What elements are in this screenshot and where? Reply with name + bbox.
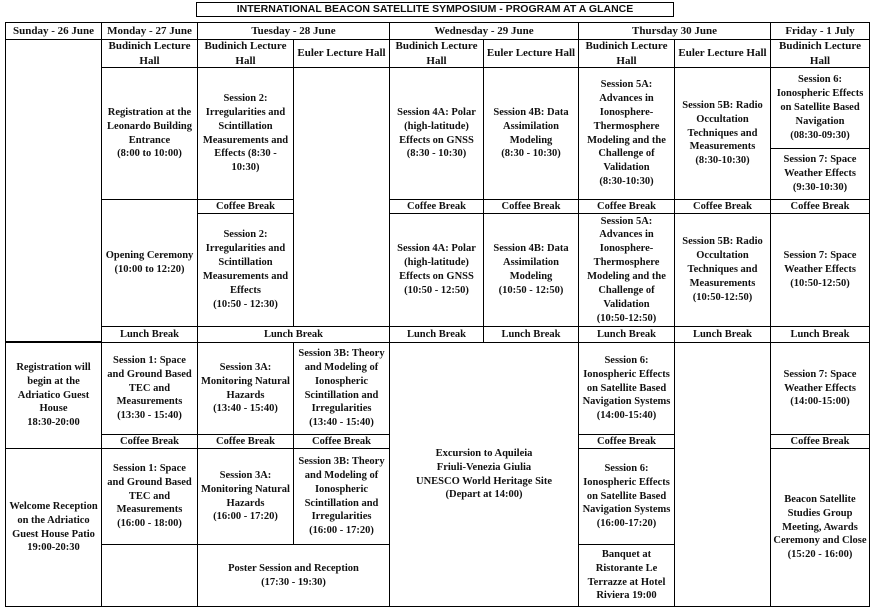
thu-5b-lunch-break: Lunch Break (674, 326, 771, 343)
day-header-sunday: Sunday - 26 June (5, 22, 102, 40)
sun-welcome-reception: Welcome Reception on the Adriatico Guest House Patio 19:00-20:30 (5, 448, 102, 607)
day-header-wednesday: Wednesday - 29 June (389, 22, 579, 40)
thu-session-5b-morning: Session 5B: Radio Occultation Techniques and Measurements (8:30-10:30) (674, 67, 771, 200)
tue-session-2-morning: Session 2: Irregularities and Scintillation Measurements and Effects (8:30 - 10:30) (197, 67, 294, 200)
wed-4b-coffee-break-morning: Coffee Break (483, 199, 579, 214)
thu-banquet: Banquet at Ristorante Le Terrazze at Hotel Riviera 19:00 (578, 544, 675, 607)
tue-coffee-break-morning: Coffee Break (197, 199, 294, 214)
tue-session-3a-afternoon: Session 3A: Monitoring Natural Hazards (13:40 - 15:40) (197, 342, 294, 435)
tue-3a-coffee-break-afternoon: Coffee Break (197, 434, 294, 449)
hall-header-thu-budinich: Budinich Lecture Hall (578, 39, 675, 68)
thu-5b-coffee-break-morning: Coffee Break (674, 199, 771, 214)
tue-session-3b-afternoon: Session 3B: Theory and Modeling of Ionospheric Scintillation and Irregularities (13:40 - 15:40) (293, 342, 390, 435)
mon-session-1-late-afternoon: Session 1: Space and Ground Based TEC and Measurements (16:00 - 18:00) (101, 448, 198, 545)
tue-lunch-break: Lunch Break (197, 326, 390, 343)
hall-header-thu-euler: Euler Lecture Hall (674, 39, 771, 68)
hall-header-tue-budinich: Budinich Lecture Hall (197, 39, 294, 68)
mon-coffee-break-afternoon: Coffee Break (101, 434, 198, 449)
fri-session-7-morning-1: Session 7: Space Weather Effects (9:30-10:30) (770, 148, 870, 200)
wed-4b-lunch-break: Lunch Break (483, 326, 579, 343)
fri-session-7-afternoon: Session 7: Space Weather Effects (14:00-15:00) (770, 342, 870, 435)
thu-session-6-afternoon: Session 6: Ionospheric Effects on Satellite Based Navigation Systems (14:00-15:40) (578, 342, 675, 435)
fri-closing-meeting: Beacon Satellite Studies Group Meeting, Awards Ceremony and Close (15:20 - 16:00) (770, 448, 870, 607)
thu-euler-empty-afternoon (674, 342, 771, 607)
day-header-tuesday: Tuesday - 28 June (197, 22, 390, 40)
mon-registration: Registration at the Leonardo Building Entrance (8:00 to 10:00) (101, 67, 198, 200)
wed-4a-coffee-break-morning: Coffee Break (389, 199, 484, 214)
tue-poster-session: Poster Session and Reception (17:30 - 19:30) (197, 544, 390, 607)
mon-session-1-afternoon: Session 1: Space and Ground Based TEC and Measurements (13:30 - 15:40) (101, 342, 198, 435)
hall-header-tue-euler: Euler Lecture Hall (293, 39, 390, 68)
mon-opening-ceremony: Opening Ceremony (10:00 to 12:20) (101, 199, 198, 327)
fri-coffee-break-morning: Coffee Break (770, 199, 870, 214)
day-header-friday: Friday - 1 July (770, 22, 870, 40)
wed-session-4b-morning: Session 4B: Data Assimilation Modeling (8:30 - 10:30) (483, 67, 579, 200)
mon-empty-evening (101, 544, 198, 607)
thu-5a-coffee-break-morning: Coffee Break (578, 199, 675, 214)
thu-coffee-break-afternoon: Coffee Break (578, 434, 675, 449)
hall-header-wed-euler: Euler Lecture Hall (483, 39, 579, 68)
fri-coffee-break-afternoon: Coffee Break (770, 434, 870, 449)
fri-session-6: Session 6: Ionospheric Effects on Satellite Based Navigation (08:30-09:30) (770, 67, 870, 149)
thu-session-5b-late-morning: Session 5B: Radio Occultation Techniques and Measurements (10:50-12:50) (674, 213, 771, 327)
wed-excursion: Excursion to Aquileia Friuli-Venezia Giulia UNESCO World Heritage Site (Depart at 14:00) (389, 342, 579, 607)
mon-lunch-break: Lunch Break (101, 326, 198, 343)
sun-registration: Registration will begin at the Adriatico Guest House 18:30-20:00 (5, 342, 102, 449)
tue-3b-coffee-break-afternoon: Coffee Break (293, 434, 390, 449)
sunday-empty-block (5, 39, 102, 342)
hall-header-wed-budinich: Budinich Lecture Hall (389, 39, 484, 68)
wed-session-4a-morning: Session 4A: Polar (high-latitude) Effects on GNSS (8:30 - 10:30) (389, 67, 484, 200)
fri-lunch-break: Lunch Break (770, 326, 870, 343)
fri-session-7-morning-2: Session 7: Space Weather Effects (10:50-12:50) (770, 213, 870, 327)
thu-session-6-late-afternoon: Session 6: Ionospheric Effects on Satellite Based Navigation Systems (16:00-17:20) (578, 448, 675, 545)
wed-session-4b-late-morning: Session 4B: Data Assimilation Modeling (10:50 - 12:50) (483, 213, 579, 327)
page-title: INTERNATIONAL BEACON SATELLITE SYMPOSIUM - PROGRAM AT A GLANCE (196, 2, 674, 17)
wed-4a-lunch-break: Lunch Break (389, 326, 484, 343)
wed-session-4a-late-morning: Session 4A: Polar (high-latitude) Effects on GNSS (10:50 - 12:50) (389, 213, 484, 327)
tue-session-3a-late-afternoon: Session 3A: Monitoring Natural Hazards (16:00 - 17:20) (197, 448, 294, 545)
thu-session-5a-late-morning: Session 5A: Advances in Ionosphere-Thermosphere Modeling and the Challenge of Validation (10:50-12:50) (578, 213, 675, 327)
thu-session-5a-morning: Session 5A: Advances in Ionosphere-Thermosphere Modeling and the Challenge of Validation (8:30-10:30) (578, 67, 675, 200)
tue-session-2-late-morning: Session 2: Irregularities and Scintillation Measurements and Effects (10:50 - 12:30) (197, 213, 294, 327)
tue-euler-empty-morning (293, 67, 390, 343)
day-header-thursday: Thursday 30 June (578, 22, 771, 40)
day-header-monday: Monday - 27 June (101, 22, 198, 40)
hall-header-fri-budinich: Budinich Lecture Hall (770, 39, 870, 68)
thu-5a-lunch-break: Lunch Break (578, 326, 675, 343)
tue-session-3b-late-afternoon: Session 3B: Theory and Modeling of Ionospheric Scintillation and Irregularities (16:00 - 17:20) (293, 448, 390, 545)
hall-header-mon-budinich: Budinich Lecture Hall (101, 39, 198, 68)
